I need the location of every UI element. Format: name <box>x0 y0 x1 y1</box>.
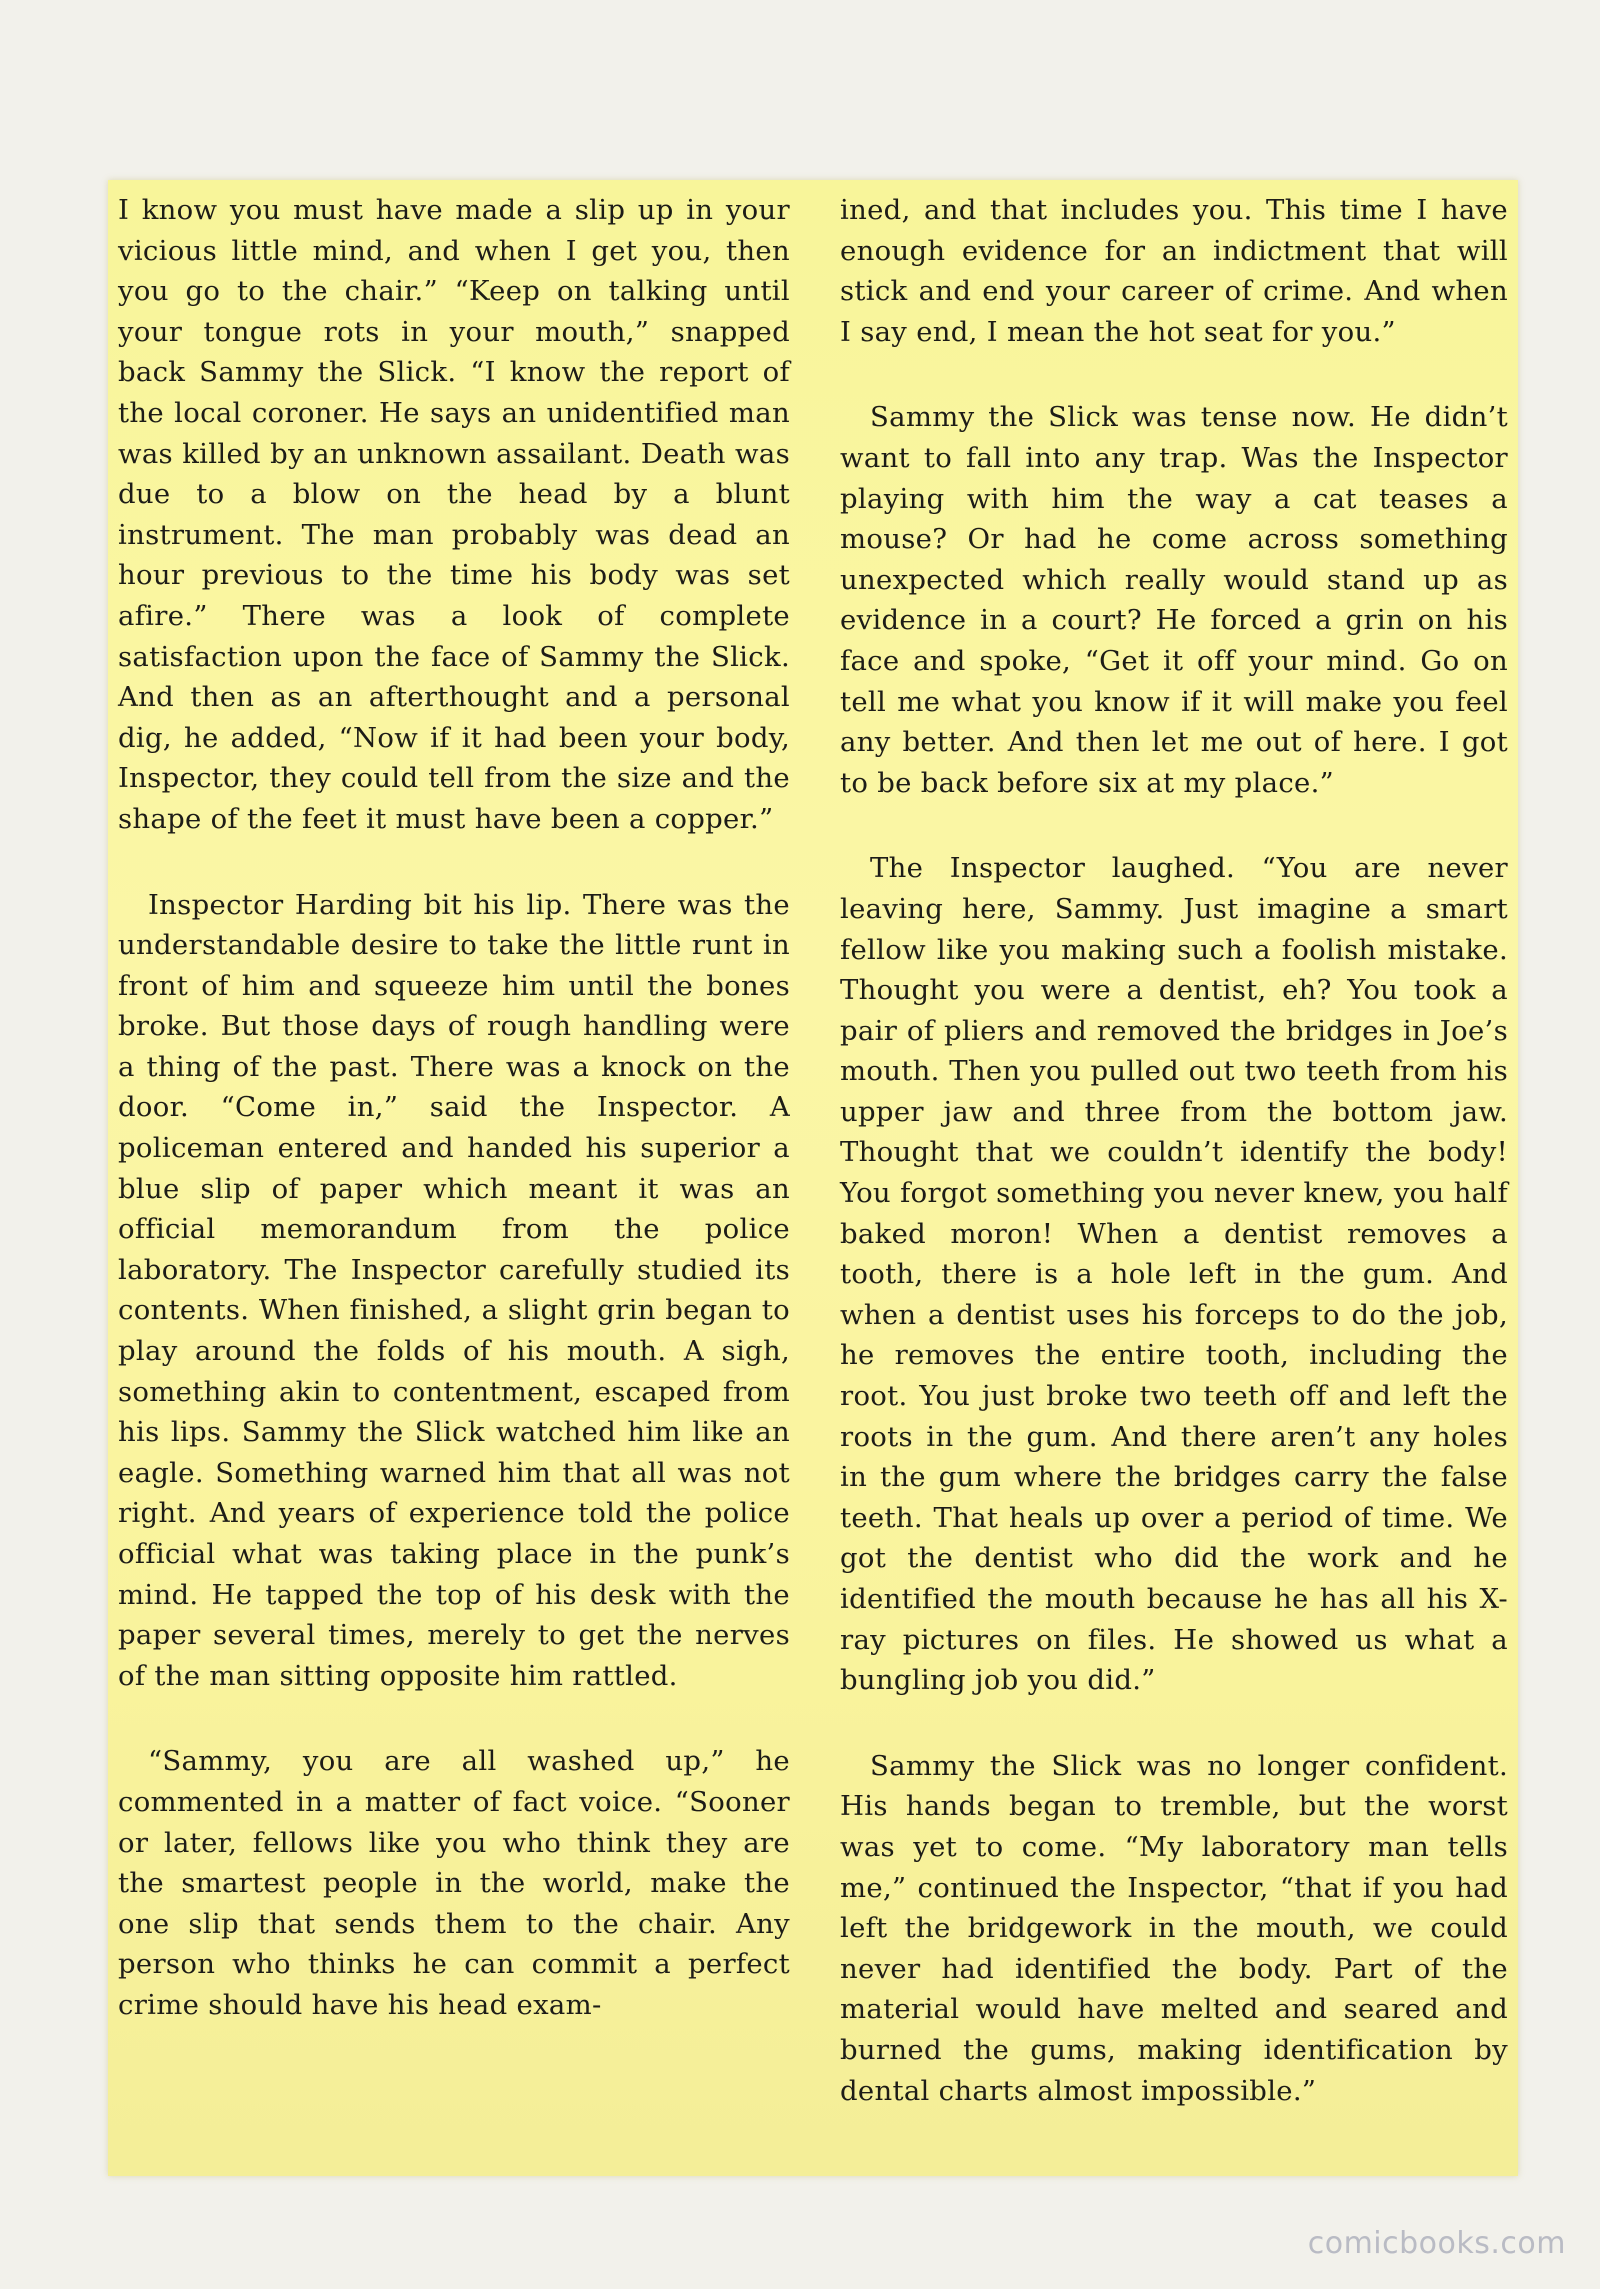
paragraph: The Inspector laughed. “You are never leaving here, Sammy. Just imagine a smart fellow like you making such a foolish mistake. Thought you were a dentist, eh? You took a pair of pliers and removed the bridges in Joe’s mouth. Then you pulled out two teeth from his upper jaw and three from the bottom jaw. Thought that we couldn’t identify the body! You forgot something you never knew, you half baked moron! When a dentist removes a tooth, there is a hole left in the gum. And when a dentist uses his forceps to do the job, he removes the entire tooth, including the root. You just broke two teeth off and left the roots in the gum. And there aren’t any holes in the gum where the bridges carry the false teeth. That heals up over a period of time. We got the dentist who did the work and he identified the mouth because he has all his X-ray pictures on files. He showed us what a bungling job you did.” <box>840 852 1508 1697</box>
watermark: comicbooks.com <box>1307 2226 1566 2261</box>
paragraph: Sammy the Slick was tense now. He didn’t want to fall into any trap. Was the Inspector playing with him the way a cat teases a mouse? Or had he come across something unexpected which really would stand up as evidence in a court? He forced a grin on his face and spoke, “Get it off your mind. Go on tell me what you know if it will make you feel any better. And then let me out of here. I got to be back before six at my place.” <box>840 401 1508 799</box>
paragraph: Sammy the Slick was no longer confident. His hands began to tremble, but the worst was yet to come. “My laboratory man tells me,” continued the Inspector, “that if you had left the bridgework in the mouth, we could never had identified the body. Part of the material would have melted and seared and burned the gums, making identification by dental charts almost impossible.” <box>840 1749 1508 2107</box>
paragraph: ined, and that includes you. This time I have enough evidence for an indictment that will stick and end your career of crime. And when I say end, I mean the hot seat for you.” <box>840 194 1508 348</box>
right-text-column <box>840 190 1508 2156</box>
paragraph: I know you must have made a slip up in your vicious little mind, and when I get you, then you go to the chair.” “Keep on talking until your tongue rots in your mouth,” snapped back Sammy the Slick. “I know the report of the local coroner. He says an unidentified man was killed by an unknown assailant. Death was due to a blow on the head by a blunt instrument. The man probably was dead an hour previous to the time his body was set afire.” There was a look of complete satisfaction upon the face of Sammy the Slick. And then as an afterthought and a personal dig, he added, “Now if it had been your body, Inspector, they could tell from the size and the shape of the feet it must have been a copper.” <box>118 194 790 835</box>
paragraph: Inspector Harding bit his lip. There was the understandable desire to take the little runt in front of him and squeeze him until the bones broke. But those days of rough handling were a thing of the past. There was a knock on the door. “Come in,” said the Inspector. A policeman entered and handed his superior a blue slip of paper which meant it was an official memorandum from the police laboratory. The Inspector carefully studied its contents. When finished, a slight grin began to play around the folds of his mouth. A sigh, something akin to contentment, escaped from his lips. Sammy the Slick watched him like an eagle. Something warned him that all was not right. And years of experience told the police official what was taking place in the punk’s mind. He tapped the top of his desk with the paper several times, merely to get the nerves of the man sitting opposite him rattled. <box>118 888 790 1692</box>
paragraph: “Sammy, you are all washed up,” he commented in a matter of fact voice. “Sooner or later, fellows like you who think they are the smartest people in the world, make the one slip that sends them to the chair. Any person who thinks he can commit a perfect crime should have his head exam- <box>118 1745 790 2021</box>
left-text-column <box>118 190 790 2071</box>
